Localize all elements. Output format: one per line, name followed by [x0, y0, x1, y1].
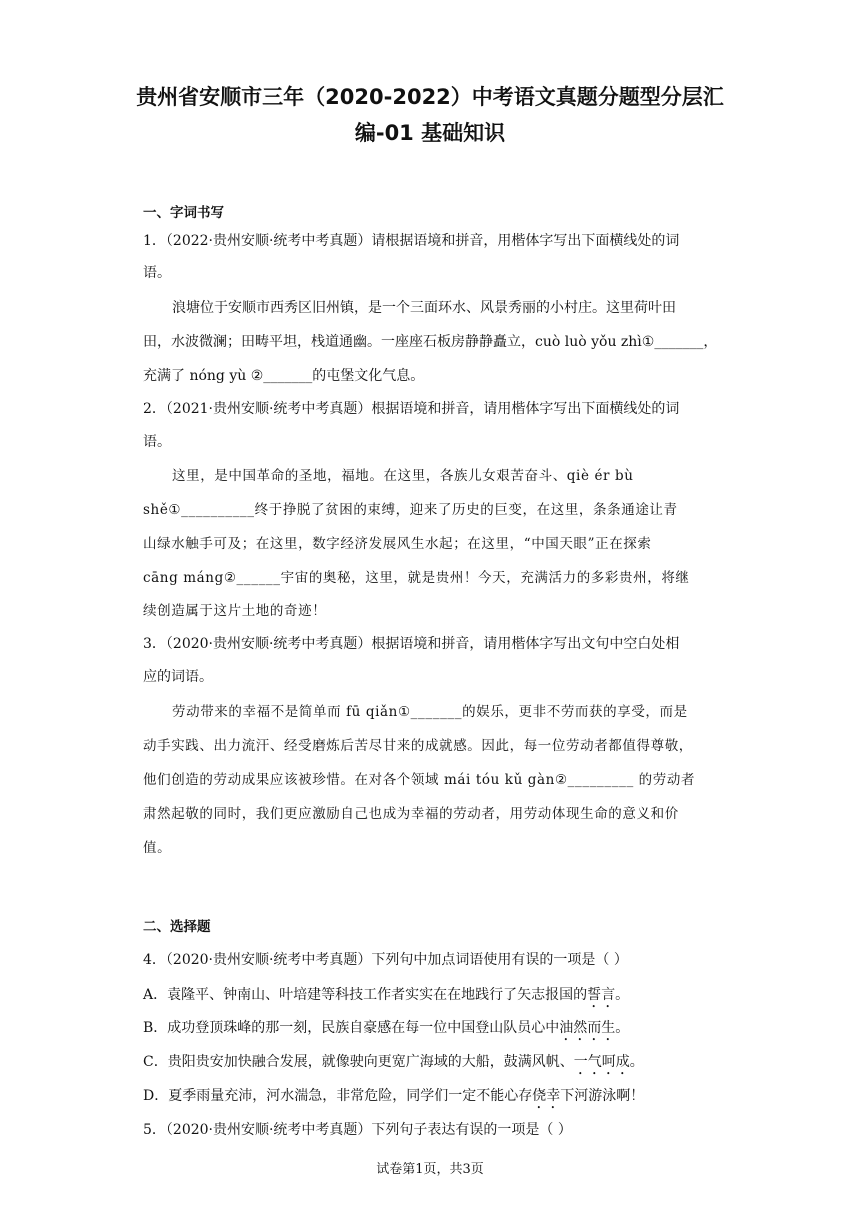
page-title-line2: 编-01 基础知识 [354, 121, 506, 145]
option-a-end: 。 [615, 987, 630, 1003]
question-5-stem: 5．（2020·贵州安顺·统考中考真题）下列句子表达有误的一项是（ ） [143, 1122, 572, 1138]
question-2-stem: 2．（2021·贵州安顺·统考中考真题）根据语境和拼音，请用楷体字写出下面横线处的词 [143, 401, 680, 417]
option-b [143, 1018, 723, 1044]
question-2-stem-cont: 语。 [143, 434, 171, 450]
option-d-text: D．夏季雨量充沛，河水湍急，非常危险，同学们一定不能心存 [143, 1088, 533, 1104]
option-b-end: 。 [615, 1020, 630, 1036]
option-a-text: A．袁隆平、钟南山、叶培建等科技工作者实实在在地践行了矢志报国的 [143, 987, 588, 1003]
option-d [143, 1086, 723, 1112]
question-1-passage-line: 充满了 nóng yù ②_______的屯堡文化气息。 [143, 368, 425, 384]
option-c [143, 1052, 723, 1078]
question-3-stem: 3．（2020·贵州安顺·统考中考真题）根据语境和拼音，请用楷体字写出文句中空白处相 [143, 636, 680, 652]
option-c-dotted-word: 一气呵成 [573, 1054, 630, 1070]
option-d-end: 下河游泳啊！ [560, 1088, 645, 1104]
question-3-passage-line: 动手实践、出力流汗、经受磨炼后苦尽甘来的成就感。因此，每一位劳动者都值得尊敬， [143, 738, 693, 754]
question-2-passage-line: 山绿水触手可及；在这里，数字经济发展风生水起；在这里，“中国天眼”正在探索 [143, 536, 652, 552]
question-3-passage-line: 肃然起敬的同时，我们更应激励自己也成为幸福的劳动者，用劳动体现生命的意义和价 [143, 806, 679, 822]
section-heading-vocabulary: 一、字词书写 [143, 205, 224, 221]
question-2-passage-line: cāng máng②______宇宙的奥秘，这里，就是贵州！今天，充满活力的多彩贵州，将继 [143, 570, 690, 586]
option-c-text: C．贵阳贵安加快融合发展，就像驶向更宽广海域的大船，鼓满风帆、 [143, 1054, 574, 1070]
option-b-text: B．成功登顶珠峰的那一刻，民族自豪感在每一位中国登山队员心中 [143, 1020, 560, 1036]
option-a-dotted-word: 誓言 [587, 987, 616, 1003]
question-1-passage-line: 田，水波微澜；田畴平坦，栈道通幽。一座座石板房静静矗立，cuò luò yǒu zhì①_______， [143, 334, 718, 350]
question-1-stem: 1．（2022·贵州安顺·统考中考真题）请根据语境和拼音，用楷体字写出下面横线处的词 [143, 233, 680, 249]
question-3-stem-cont: 应的词语。 [143, 669, 213, 685]
question-2-passage-line: 这里，是中国革命的圣地，福地。在这里，各族儿女艰苦奋斗、qiè ér bù [172, 468, 634, 484]
question-3-passage-line: 他们创造的劳动成果应该被珍惜。在对各个领域 mái tóu kǔ gàn②_________ 的劳动者 [143, 772, 696, 788]
question-4-stem: 4．（2020·贵州安顺·统考中考真题）下列句中加点词语使用有误的一项是（ ） [143, 952, 628, 968]
question-1-stem-cont: 语。 [143, 265, 171, 281]
question-1-passage-line: 浪塘位于安顺市西秀区旧州镇，是一个三面环水、风景秀丽的小村庄。这里荷叶田 [172, 300, 676, 316]
question-3-passage-line: 值。 [143, 840, 172, 856]
page-title-line1: 贵州省安顺市三年（2020-2022）中考语文真题分题型分层汇 [136, 85, 724, 109]
question-2-passage-line: 续创造属于这片土地的奇迹！ [143, 603, 327, 619]
option-c-end: 。 [629, 1054, 644, 1070]
question-3-passage-line: 劳动带来的幸福不是简单而 fū qiǎn①_______的娱乐，更非不劳而获的享受，而是 [172, 704, 688, 720]
option-a [143, 985, 723, 1011]
section-heading-choice: 二、选择题 [143, 919, 211, 935]
question-2-passage-line: shě①__________终于挣脱了贫困的束缚，迎来了历史的巨变，在这里，条条通途让青 [143, 502, 678, 518]
option-d-dotted-word: 侥幸 [532, 1088, 561, 1104]
page-footer: 试卷第1页，共3页 [376, 1162, 484, 1177]
option-b-dotted-word: 油然而生 [559, 1020, 616, 1036]
